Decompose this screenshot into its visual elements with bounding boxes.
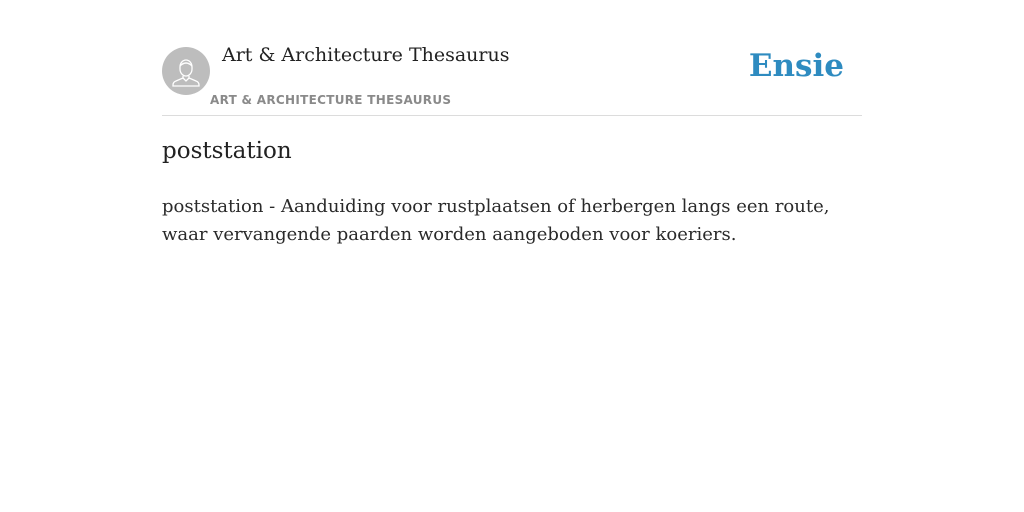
thesaurus-title-link[interactable]: Art & Architecture Thesaurus — [222, 44, 510, 66]
user-silhouette-icon[interactable] — [162, 47, 210, 95]
page-header — [162, 0, 862, 116]
ensie-logo-link[interactable]: Ensie — [748, 48, 844, 84]
page-container — [162, 0, 862, 245]
entry-definition: poststation - Aanduiding voor rustplaatsen of herbergen langs een route, waar vervangende paarden worden aangeboden voor koeriers. — [162, 196, 830, 245]
thesaurus-subtitle-link[interactable]: ART & ARCHITECTURE THESAURUS — [210, 93, 452, 107]
entry-term: poststation — [162, 138, 292, 164]
